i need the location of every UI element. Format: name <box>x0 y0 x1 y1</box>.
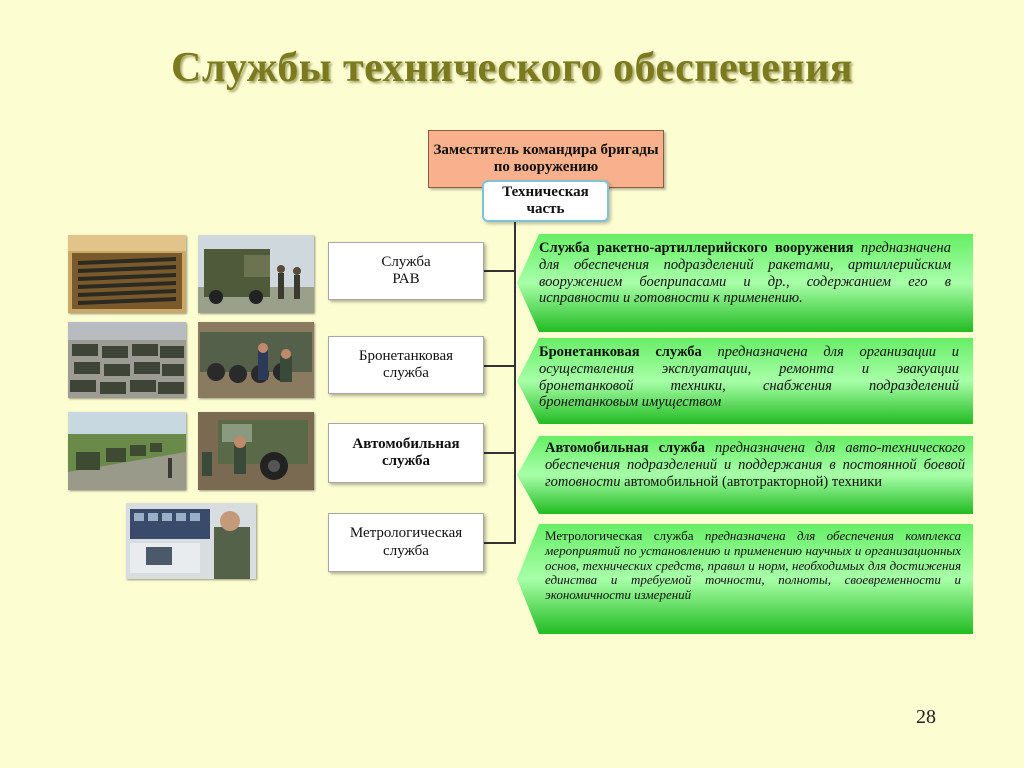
connector-auto <box>484 452 515 454</box>
description-lead: Автомобильная служба <box>545 440 706 456</box>
truck-repair-photo <box>198 412 314 490</box>
service-box-armor <box>328 336 484 394</box>
description-body: предназначена для обеспечения подразделений ракетами, артиллерийским вооружением боеприпасами и др., содержанием его в исправности и готовности к применению. <box>539 240 951 307</box>
description-armor <box>517 338 973 424</box>
description-lead: Бронетанковая служба <box>539 344 702 360</box>
metrology-lab-photo <box>126 503 256 579</box>
service-label-metro: Метрологическая служба <box>349 525 463 559</box>
description-rav <box>517 234 973 332</box>
description-lead: Служба ракетно-артиллерийского вооружения <box>539 240 854 256</box>
description-body: предназначена для авто-технического обеспечения подразделений и поддержания в постоянной боевой готовности <box>545 440 966 490</box>
slide-title: Службы технического обеспечения <box>170 45 853 91</box>
description-tail: автомобильной (автотракторной) техники <box>624 473 883 490</box>
technical-part-box <box>482 180 609 222</box>
description-body: предназначена для обеспечения комплекса мероприятий по установлению и применению научных и организационных основ, технических средств, правил и норм, необходимых для достижения единства и требуемой точности, полноты, своевременности и экономичности измерений <box>545 528 962 603</box>
description-body: предназначена для организации и осуществления эксплуатации, ремонта и эвакуации бронетанковой техники, снабжения подразделений бронетанковым имуществом <box>539 344 959 411</box>
deputy-commander-label: Заместитель командира бригады по вооружению <box>433 141 659 175</box>
service-label-rav: Служба РАВ <box>381 253 431 287</box>
service-label-armor: Бронетанковая служба <box>358 347 454 381</box>
tank-column-photo <box>68 322 186 398</box>
weapons-crate-photo <box>68 235 186 313</box>
service-box-metro <box>328 513 484 572</box>
tank-repair-photo <box>198 322 314 398</box>
service-box-auto <box>328 423 484 483</box>
service-box-rav <box>328 242 484 300</box>
connector-metro <box>484 542 515 544</box>
truck-convoy-photo <box>68 412 186 490</box>
connector-armor <box>484 365 515 367</box>
description-metro <box>517 524 973 634</box>
technical-part-label: Техническая часть <box>502 183 589 217</box>
slide-number: 28 <box>916 706 936 728</box>
description-auto <box>517 436 973 514</box>
truck-photo <box>198 235 314 313</box>
service-label-auto: Автомобильная служба <box>352 435 460 469</box>
description-lead: Метрологическая служба <box>545 528 694 543</box>
connector-rav <box>484 270 515 272</box>
